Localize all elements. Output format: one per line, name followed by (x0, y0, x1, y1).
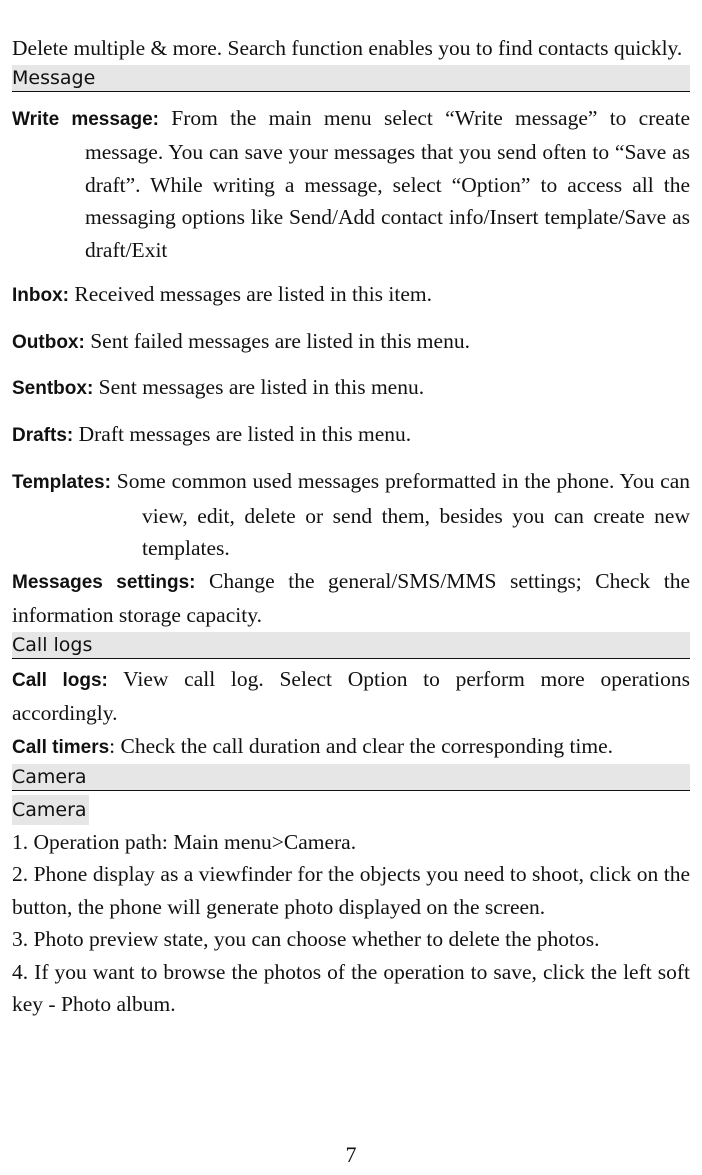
entry-term: Messages settings: (12, 571, 196, 593)
entry-term: Call timers (12, 736, 110, 758)
entry-term: Drafts: (12, 424, 74, 446)
section-heading-call-logs: Call logs (12, 632, 690, 659)
entry-write-message (12, 102, 690, 267)
entry-text: Change the general/SMS/MMS settings; Check the information storage capacity. (12, 568, 690, 627)
entry-text: : Check the call duration and clear the corresponding time. (109, 733, 614, 758)
entry-inbox (12, 278, 690, 313)
entry-text: Draft messages are listed in this menu. (73, 421, 412, 446)
entry-text: Received messages are listed in this item. (69, 282, 433, 306)
entry-text: Sent messages are listed in this menu. (93, 375, 425, 399)
entry-term: Call logs: (12, 669, 108, 691)
subheading-camera: Camera (12, 795, 89, 825)
section-heading-camera: Camera (12, 764, 690, 791)
section-heading-message: Message (12, 65, 690, 92)
entry-term: Outbox: (12, 331, 85, 353)
entry-term: Inbox: (12, 285, 69, 306)
entry-call-timers (12, 730, 690, 765)
entry-text: Some common used messages preformatted in the phone. You can view, edit, delete or send them, besides you can create new templates. (110, 469, 690, 560)
page-number: 7 (345, 1142, 357, 1167)
entry-messages-settings (12, 565, 690, 632)
intro-paragraph: Delete multiple & more. Search function enables you to find contacts quickly. (12, 36, 683, 60)
entry-text: From the main menu select “Write message” to create message. You can save your messages that you send often to “Save as draft”. While writing a message, select “Option” to access all the messaging options like Send/Add contact info/Insert template/Save as draft/Exit (85, 105, 690, 262)
entry-templates (12, 465, 690, 565)
entry-text: Sent failed messages are listed in this menu. (84, 328, 470, 353)
entry-outbox (12, 325, 690, 360)
entry-sentbox (12, 371, 690, 406)
camera-step: 1. Operation path: Main menu>Camera. (12, 829, 357, 854)
camera-step: 4. If you want to browse the photos of the operation to save, click the left soft key - Photo album. (12, 959, 690, 1016)
camera-step: 3. Photo preview state, you can choose whether to delete the photos. (12, 927, 600, 951)
entry-term: Sentbox: (12, 378, 94, 399)
camera-step: 2. Phone display as a viewfinder for the objects you need to shoot, click on the button, the phone will generate photo displayed on the screen. (12, 862, 690, 919)
manual-page (12, 32, 690, 1021)
entry-term: Write message: (12, 108, 159, 130)
entry-drafts (12, 418, 690, 453)
entry-term: Templates: (12, 472, 111, 493)
entry-text: View call log. Select Option to perform more operations accordingly. (12, 666, 691, 725)
entry-call-logs (12, 663, 690, 730)
